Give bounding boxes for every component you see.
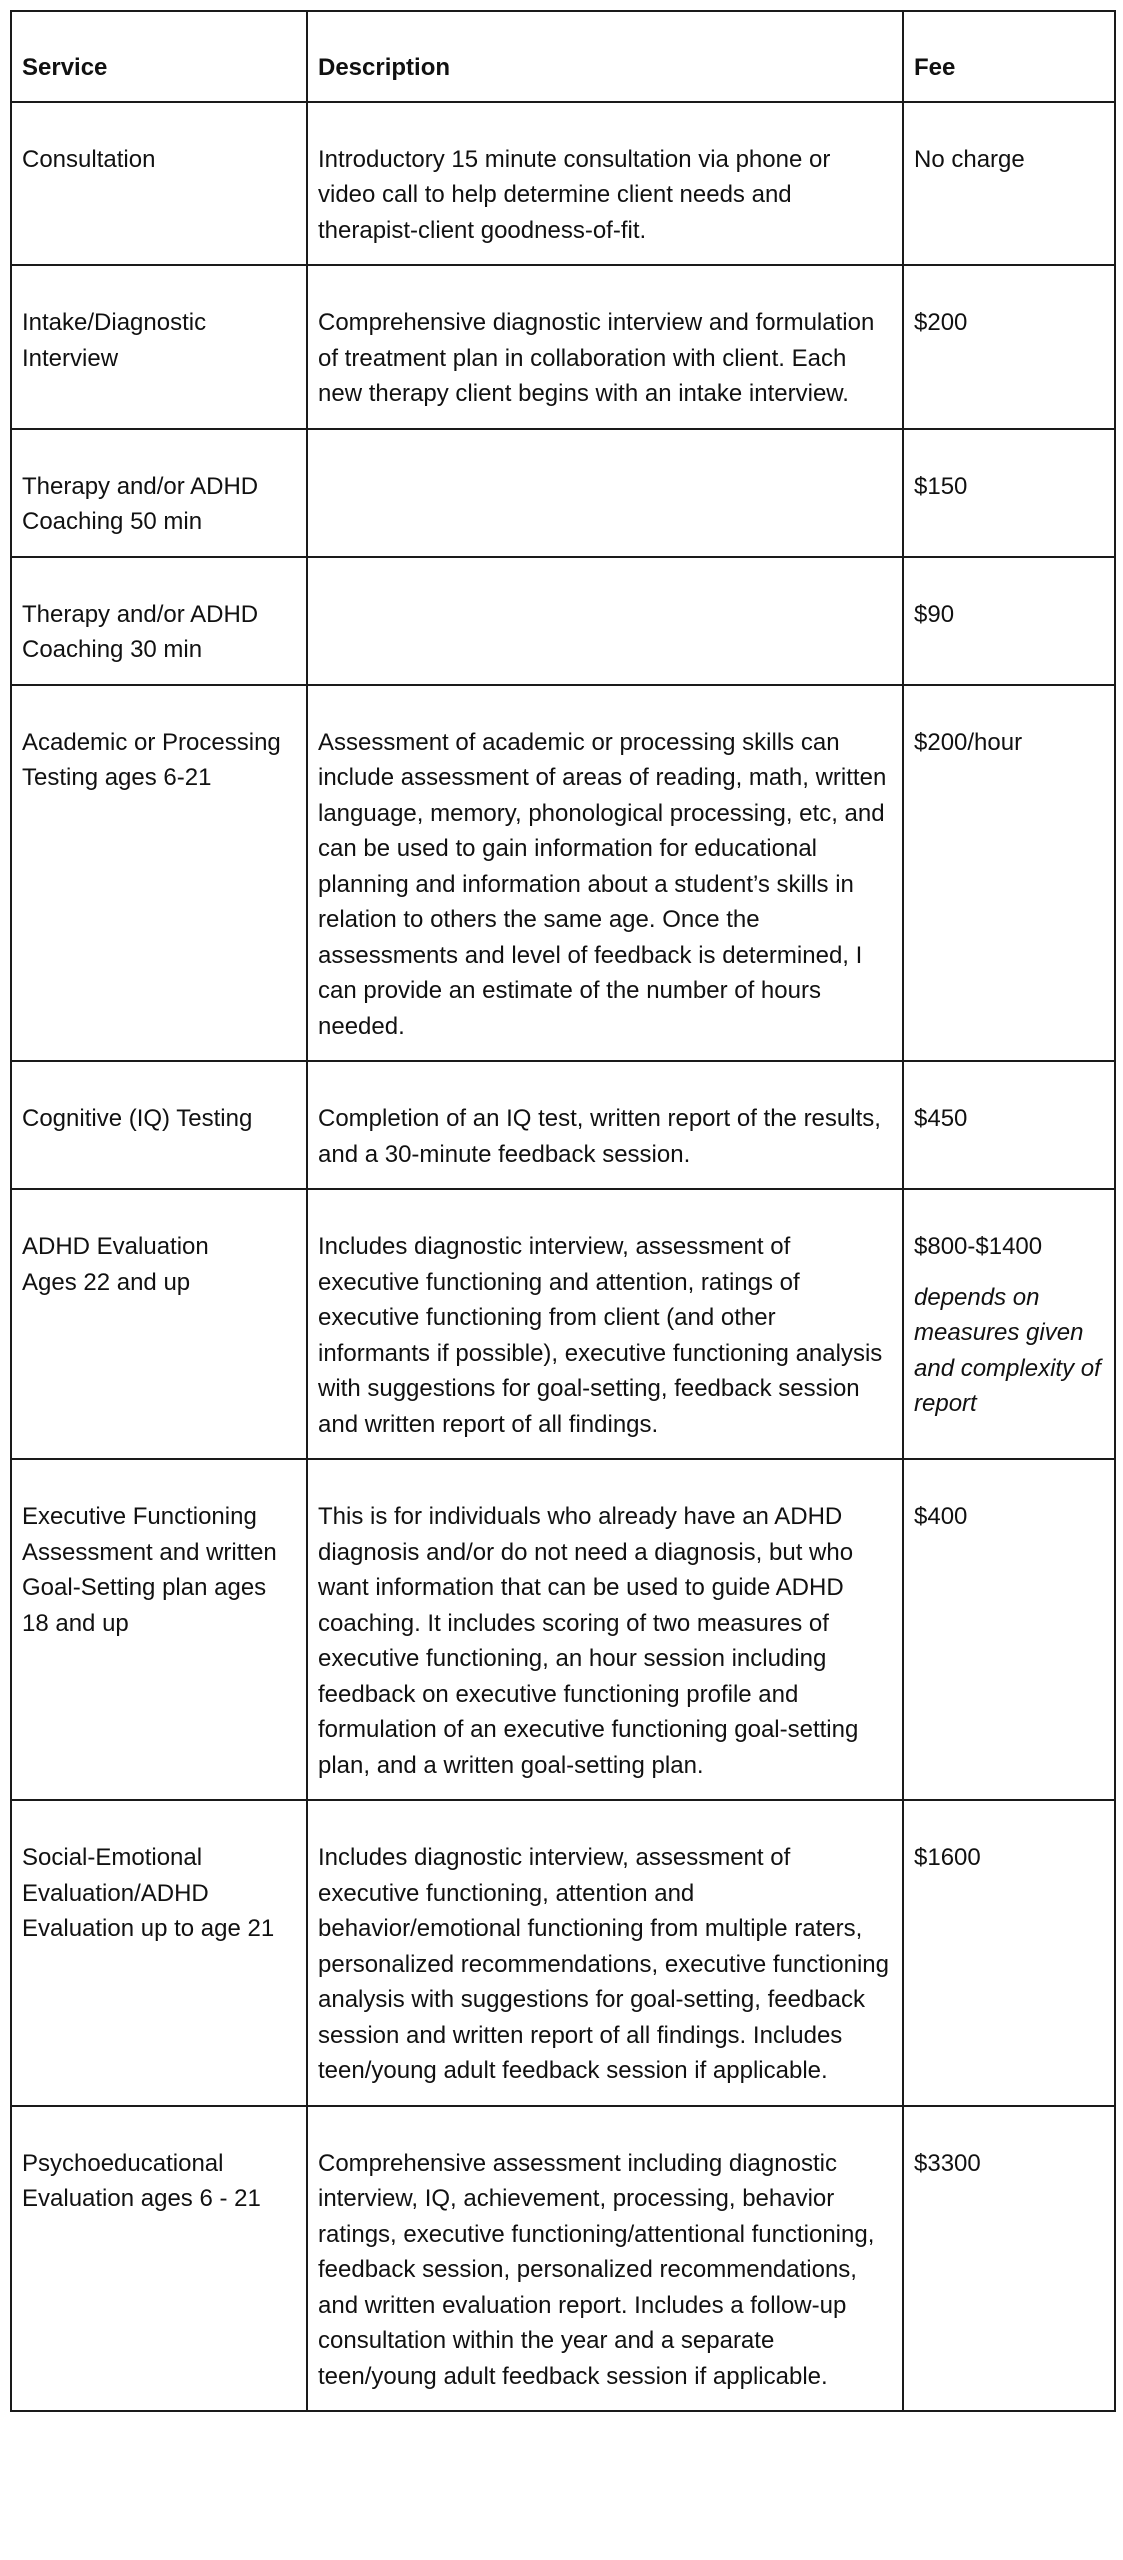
table-header-row	[11, 11, 1115, 102]
table-row	[11, 1189, 1115, 1459]
table-row	[11, 1800, 1115, 2106]
fee-amount: $800-$1400	[914, 1233, 1043, 1260]
table-row	[11, 2106, 1115, 2412]
table-row	[11, 265, 1115, 429]
fee-cell: $200/hour	[903, 685, 1115, 1062]
service-line: ADHD Evaluation	[22, 1233, 209, 1260]
service-cell: Therapy and/or ADHD Coaching 50 min	[11, 429, 307, 557]
service-cell: Social-Emotional Evaluation/ADHD Evaluation up to age 21	[11, 1800, 307, 2106]
description-cell: Comprehensive assessment including diagnostic interview, IQ, achievement, processing, behavior ratings, executive functioning/attentional functioning, feedback session, personalized recommendations, and written evaluation report. Includes a follow-up consultation within the year and a separate teen/young adult feedback session if applicable.	[307, 2106, 903, 2412]
table-row	[11, 429, 1115, 557]
service-cell: Consultation	[11, 102, 307, 266]
description-cell: Assessment of academic or processing skills can include assessment of areas of reading, math, written language, memory, phonological processing, etc, and can be used to gain information for educational planning and information about a student’s skills in relation to others the same age. Once the assessments and level of feedback is determined, I can provide an estimate of the number of hours needed.	[307, 685, 903, 1062]
service-cell	[11, 1189, 307, 1459]
fee-cell: $400	[903, 1459, 1115, 1800]
description-cell: Completion of an IQ test, written report of the results, and a 30-minute feedback session.	[307, 1061, 903, 1189]
table-row	[11, 685, 1115, 1062]
fee-column-header: Fee	[903, 11, 1115, 102]
fee-cell: $3300	[903, 2106, 1115, 2412]
service-cell: Executive Functioning Assessment and written Goal-Setting plan ages 18 and up	[11, 1459, 307, 1800]
table-row	[11, 1061, 1115, 1189]
service-cell: Cognitive (IQ) Testing	[11, 1061, 307, 1189]
service-line: Ages 22 and up	[22, 1268, 191, 1296]
fee-cell: $450	[903, 1061, 1115, 1189]
fee-schedule-table	[10, 10, 1116, 2412]
description-cell	[307, 557, 903, 685]
description-cell: This is for individuals who already have an ADHD diagnosis and/or do not need a diagnosis, but who want information that can be used to guide ADHD coaching. It includes scoring of two measures of executive functioning, an hour session including feedback on executive functioning profile and formulation of an executive functioning goal-setting plan, and a written goal-setting plan.	[307, 1459, 903, 1800]
table-row	[11, 557, 1115, 685]
description-cell: Comprehensive diagnostic interview and formulation of treatment plan in collaboration with client. Each new therapy client begins with an intake interview.	[307, 265, 903, 429]
fee-cell	[903, 1189, 1115, 1459]
fee-cell: $1600	[903, 1800, 1115, 2106]
description-cell	[307, 429, 903, 557]
service-cell: Psychoeducational Evaluation ages 6 - 21	[11, 2106, 307, 2412]
table-row	[11, 102, 1115, 266]
service-cell: Academic or Processing Testing ages 6-21	[11, 685, 307, 1062]
fee-cell: $200	[903, 265, 1115, 429]
service-cell: Intake/Diagnostic Interview	[11, 265, 307, 429]
description-cell: Introductory 15 minute consultation via phone or video call to help determine client needs and therapist-client goodness-of-fit.	[307, 102, 903, 266]
description-cell: Includes diagnostic interview, assessment of executive functioning, attention and behavior/emotional functioning from multiple raters, personalized recommendations, executive functioning analysis with suggestions for goal-setting, feedback session and written report of all findings. Includes teen/young adult feedback session if applicable.	[307, 1800, 903, 2106]
fee-cell: No charge	[903, 102, 1115, 266]
service-column-header: Service	[11, 11, 307, 102]
description-cell: Includes diagnostic interview, assessment of executive functioning and attention, ratings of executive functioning from client (and other informants if possible), executive functioning analysis with suggestions for goal-setting, feedback session and written report of all findings.	[307, 1189, 903, 1459]
description-column-header: Description	[307, 11, 903, 102]
service-cell: Therapy and/or ADHD Coaching 30 min	[11, 557, 307, 685]
fee-cell: $90	[903, 557, 1115, 685]
fee-cell: $150	[903, 429, 1115, 557]
fee-note: depends on measures given and complexity of report	[914, 1283, 1101, 1417]
table-row	[11, 1459, 1115, 1800]
